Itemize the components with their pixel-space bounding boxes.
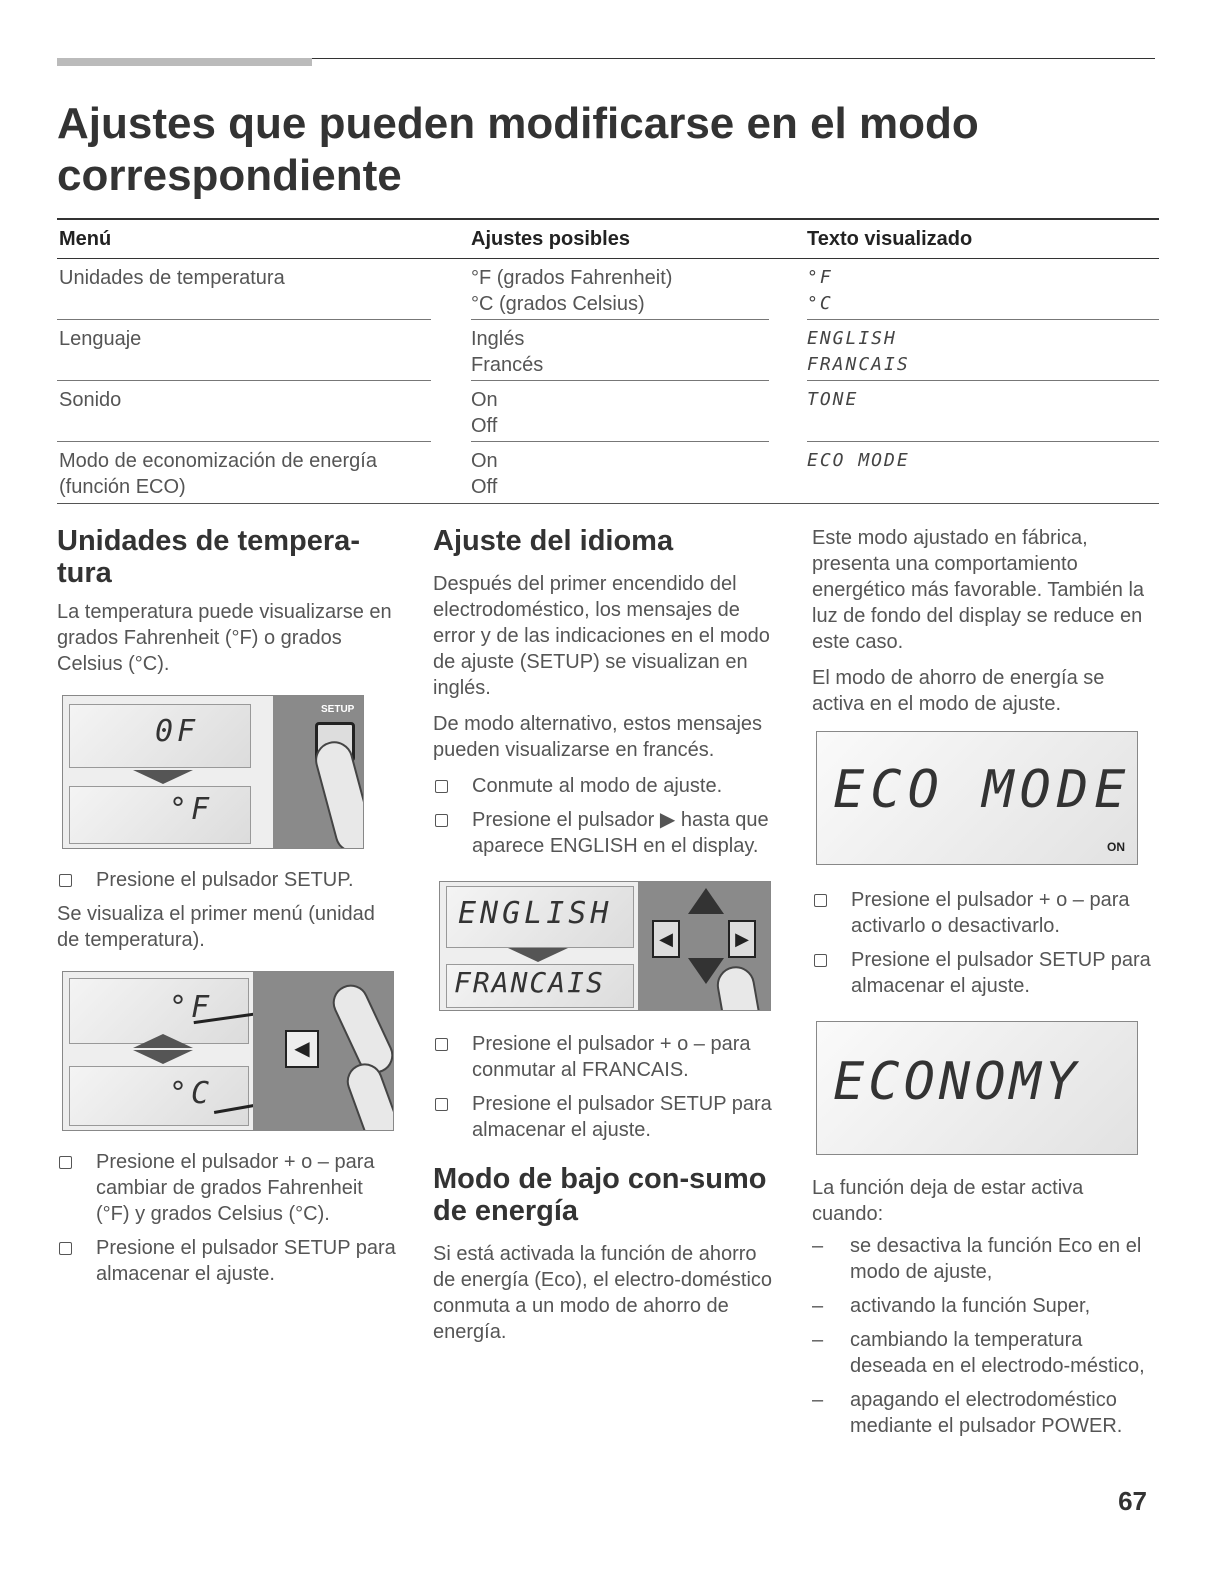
display-upper: ENGLISH [458,896,613,931]
setup-button-label: SETUP [321,704,355,715]
on-badge: ON [1107,840,1125,854]
page-number: 67 [1118,1486,1147,1516]
table-header [57,220,1159,259]
checkbox-icon [59,874,72,887]
step-item: Presione el pulsador SETUP para almacenar el ajuste. [57,1235,397,1287]
row-settings: °F (grados Fahrenheit) °C (grados Celsius) [471,265,769,320]
paragraph: La función deja de estar activa cuando: [812,1177,1084,1225]
display-lower: °F [169,792,214,827]
header-display: Texto visualizado [807,227,973,250]
step-item: Conmute al modo de ajuste. [433,773,778,799]
display-lower: FRANCAIS [454,966,605,999]
row-settings: On Off [471,387,769,442]
header-settings: Ajustes posibles [471,227,630,250]
list-item: – activando la función Super, [812,1295,1091,1317]
column-language [433,525,778,1345]
paragraph: El modo de ahorro de energía se activa en el modo de ajuste. [812,667,1105,715]
settings-table [57,218,1159,504]
figure-eco-mode-display [816,731,1138,865]
figure-setup-display [62,695,364,849]
display-text: ECONOMY [833,1052,1081,1112]
step-item: Presione el pulsador + o – para activarlo o desactivarlo. [812,887,1157,939]
checkbox-icon [59,1242,72,1255]
list-item: – cambiando la temperatura deseada en el electrodo-méstico, [812,1329,1145,1377]
figure-economy-display [816,1021,1138,1155]
header-menu: Menú [59,227,112,250]
step-item: Presione el pulsador + o – para conmutar al FRANCAIS. [433,1031,778,1083]
page-title: Ajustes que pueden modificarse en el modo correspondiente [57,99,979,200]
paragraph: De modo alternativo, estos mensajes pueden visualizarse en francés. [433,713,763,761]
table-row [57,442,1159,503]
row-display: °F °C [807,265,1159,320]
section-heading-temperature: Unidades de tempera-tura [57,525,360,589]
display-text: ECO MODE [833,760,1132,820]
row-settings: On Off [471,450,498,498]
row-display: TONE [807,387,1159,442]
checkbox-icon [435,1098,448,1111]
paragraph: Después del primer encendido del electrodoméstico, los mensajes de error y de las indicaciones en el modo de ajuste (SETUP) se visualizan en inglés. [433,573,770,699]
row-settings: Inglés Francés [471,326,769,381]
checkbox-icon [435,814,448,827]
section-heading-eco: Modo de bajo con-sumo de energía [433,1163,767,1227]
row-menu: Modo de economización de energía (función ECO) [59,450,377,498]
section-heading-language: Ajuste del idioma [433,525,674,557]
row-display: ENGLISH FRANCAIS [807,326,1159,381]
checkbox-icon [435,780,448,793]
paragraph: Se visualiza el primer menú (unidad de temperatura). [57,903,375,951]
figure-language-display [439,881,771,1011]
checkbox-icon [814,894,827,907]
paragraph: Si está activada la función de ahorro de energía (Eco), el electro-doméstico conmuta a un modo de ahorro de energía. [433,1243,773,1343]
step-item: Presione el pulsador SETUP para almacenar el ajuste. [812,947,1157,999]
column-temperature-units [57,525,397,1295]
paragraph: Este modo ajustado en fábrica, presenta una comportamiento energético más favorable. También la luz de fondo del display se reduce en este caso. [812,527,1145,653]
display-upper: 0F [155,714,200,749]
checkbox-icon [59,1156,72,1169]
left-arrow-button-icon: ◀ [652,920,680,958]
row-display: ECO MODE [807,450,910,471]
checkbox-icon [814,954,827,967]
display-upper: °F [169,990,214,1025]
table-row [57,259,1159,320]
checkbox-icon [435,1038,448,1051]
right-arrow-button-icon: ▶ [728,920,756,958]
table-row [57,320,1159,381]
step-item: Presione el pulsador + o – para cambiar de grados Fahrenheit (°F) y grados Celsius (°C). [57,1149,397,1227]
row-menu: Lenguaje [57,326,431,381]
step-item: Presione el pulsador ▶ hasta que aparece ENGLISH en el display. [433,807,778,859]
list-item: – se desactiva la función Eco en el modo de ajuste, [812,1235,1142,1283]
column-eco [812,525,1157,1447]
left-arrow-button-icon: ◀ [285,1030,319,1068]
row-menu: Unidades de temperatura [57,265,431,320]
paragraph: La temperatura puede visualizarse en grados Fahrenheit (°F) o grados Celsius (°C). [57,601,392,675]
table-row [57,381,1159,442]
top-accent-bar [57,58,312,66]
step-item: Presione el pulsador SETUP. [57,867,397,893]
step-item: Presione el pulsador SETUP para almacenar el ajuste. [433,1091,778,1143]
figure-temperature-switch [62,971,394,1131]
display-lower: °C [169,1076,214,1111]
row-menu: Sonido [57,387,431,442]
plus-button-icon [688,888,724,914]
list-item: – apagando el electrodoméstico mediante el pulsador POWER. [812,1389,1123,1437]
